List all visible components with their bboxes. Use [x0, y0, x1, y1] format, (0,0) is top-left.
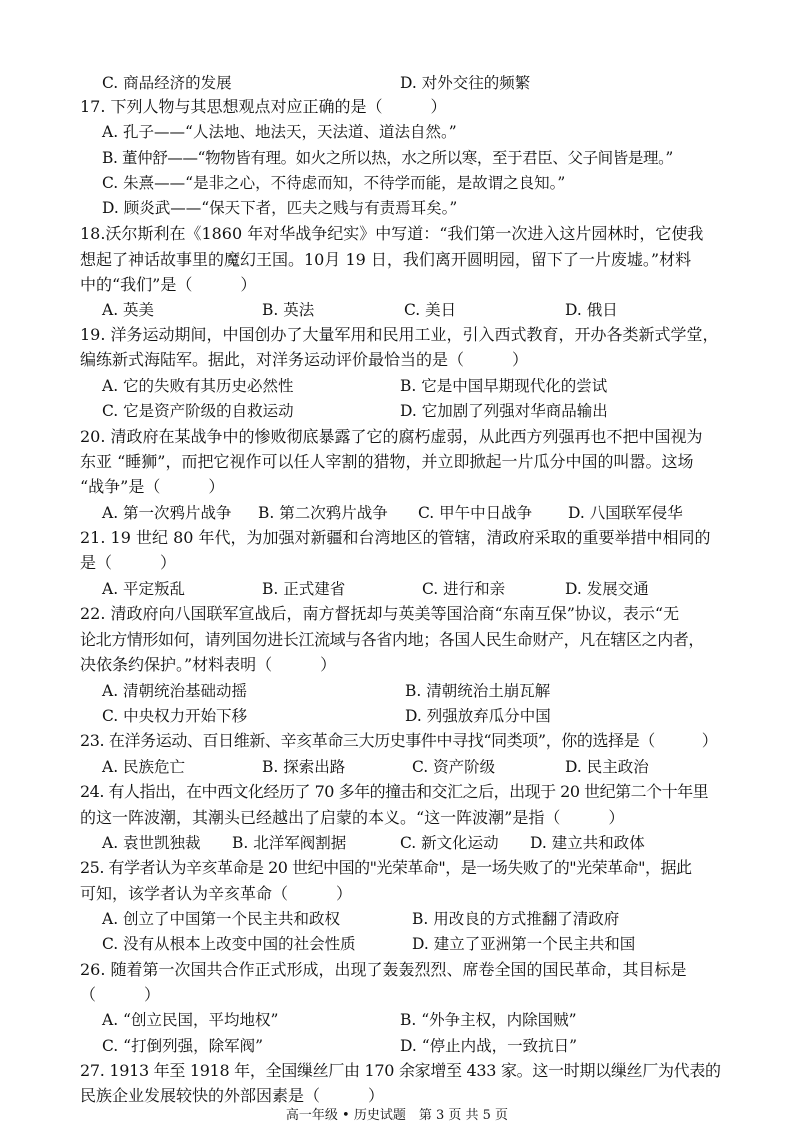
q24-option-a: A. 袁世凯独裁 — [102, 834, 201, 852]
q18-stem-line-3: 中的“我们”是（ ） — [80, 275, 257, 294]
q18-stem-line-2: 想起了神话故事里的魔幻王国。10月 19 日，我们离开圆明园，留下了一片废墟。”材料 — [80, 250, 692, 269]
q22-option-b: B. 清朝统治土崩瓦解 — [405, 682, 551, 700]
q27-stem-line-1: 27. 1913 年至 1918 年，全国缫丝厂由 170 余家增至 433 家。这一时期以缫丝厂为代表的 — [80, 1061, 721, 1080]
q21-stem-line-2: 是（ ） — [80, 553, 177, 572]
q19-option-c: C. 它是资产阶级的自救运动 — [102, 402, 294, 420]
q24-stem-line-2: 的这一阵波潮，其潮头已经越出了启蒙的本义。“这一阵波潮”是指（ ） — [80, 808, 625, 827]
q20-option-c: C. 甲午中日战争 — [418, 504, 533, 522]
q25-stem-line-1: 25. 有学者认为辛亥革命是 20 世纪中国的"光荣革命"，是一场失败了的"光荣革命"，据此 — [80, 858, 692, 877]
q22-stem-line-3: 决依条约保护。”材料表明（ ） — [80, 655, 337, 674]
q18-option-d: D. 俄日 — [565, 301, 618, 319]
q26-stem-line-1: 26. 随着第一次国共合作正式形成，出现了轰轰烈烈、席卷全国的国民革命，其目标是 — [80, 960, 687, 979]
q23-option-b: B. 探索出路 — [262, 758, 346, 776]
q20-stem-line-2: 东亚 “睡狮”，而把它视作可以任人宰割的猎物，并立即掀起一片瓜分中国的叫嚣。这场 — [80, 452, 694, 471]
q21-option-c: C. 进行和亲 — [422, 580, 506, 598]
q21-option-a: A. 平定叛乱 — [102, 580, 186, 598]
q20-option-a: A. 第一次鸦片战争 — [102, 504, 232, 522]
q24-option-b: B. 北洋军阀割据 — [232, 834, 347, 852]
q16-option-d: D. 对外交往的频繁 — [400, 74, 531, 92]
q23-option-a: A. 民族危亡 — [102, 758, 186, 776]
q17-option-b: B. 董仲舒——“物物皆有理。如火之所以热，水之所以寒，至于君臣、父子间皆是理。” — [102, 149, 673, 167]
q19-stem-line-1: 19. 洋务运动期间，中国创办了大量军用和民用工业，引入西式教育，开办各类新式学堂， — [80, 325, 719, 344]
q19-option-a: A. 它的失败有其历史必然性 — [102, 377, 294, 395]
q25-option-d: D. 建立了亚洲第一个民主共和国 — [412, 935, 636, 953]
q17-option-d: D. 顾炎武——“保天下者，匹夫之贱与有责焉耳矣。” — [102, 199, 458, 217]
q19-option-d: D. 它加剧了列强对华商品输出 — [400, 402, 608, 420]
q26-option-d: D. “停止内战，一致抗日” — [400, 1037, 578, 1055]
q17-option-c: C. 朱熹——“是非之心，不待虑而知，不待学而能，是故谓之良知。” — [102, 174, 566, 192]
q17-option-a: A. 孔子——“人法地、地法天，天法道、道法自然。” — [102, 123, 457, 141]
q23-stem: 23. 在洋务运动、百日维新、辛亥革命三大历史事件中寻找“同类项”，你的选择是（ ） — [80, 731, 718, 750]
page-footer: 高一年级 • 历史试题 第 3 页 共 5 页 — [285, 1108, 509, 1123]
q20-stem-line-1: 20. 清政府在某战争中的惨败彻底暴露了它的腐朽虚弱，从此西方列强再也不把中国视为 — [80, 427, 703, 446]
q18-stem-line-1: 18.沃尔斯利在《1860 年对华战争纪实》中写道：“我们第一次进入这片园林时，它使我 — [80, 224, 704, 243]
q20-stem-line-3: “战争”是（ ） — [80, 477, 225, 496]
q18-option-b: B. 英法 — [262, 301, 315, 319]
q22-option-c: C. 中央权力开始下移 — [102, 707, 248, 725]
q20-option-b: B. 第二次鸦片战争 — [258, 504, 388, 522]
q23-option-c: C. 资产阶级 — [412, 758, 496, 776]
q23-option-d: D. 民主政治 — [565, 758, 649, 776]
q18-option-c: C. 美日 — [404, 301, 457, 319]
q20-option-d: D. 八国联军侵华 — [568, 504, 683, 522]
q24-stem-line-1: 24. 有人指出，在中西文化经历了 70 多年的撞击和交汇之后，出现于 20 世纪第二个十年里 — [80, 782, 709, 801]
q17-stem: 17. 下列人物与其思想观点对应正确的是（ ） — [80, 97, 447, 116]
q24-option-c: C. 新文化运动 — [400, 834, 499, 852]
q25-option-a: A. 创立了中国第一个民主共和政权 — [102, 910, 341, 928]
q21-stem-line-1: 21. 19 世纪 80 年代，为加强对新疆和台湾地区的管辖，清政府采取的重要举措中相同的 — [80, 528, 711, 547]
q25-option-c: C. 没有从根本上改变中国的社会性质 — [102, 935, 356, 953]
q18-option-a: A. 英美 — [102, 301, 155, 319]
q22-stem-line-1: 22. 清政府向八国联军宣战后，南方督抚却与英美等国洽商“东南互保”协议，表示“无 — [80, 604, 680, 623]
q26-option-a: A. “创立民国，平均地权” — [102, 1011, 279, 1029]
q27-stem-line-2: 民族企业发展较快的外部因素是（ ） — [80, 1086, 385, 1105]
q21-option-b: B. 正式建省 — [262, 580, 346, 598]
q22-stem-line-2: 论北方情形如何，请列国勿进长江流域与各省内地；各国人民生命财产，凡在辖区之内者， — [80, 630, 705, 649]
q16-option-c: C. 商品经济的发展 — [102, 74, 232, 92]
q25-option-b: B. 用改良的方式推翻了清政府 — [412, 910, 620, 928]
q19-option-b: B. 它是中国早期现代化的尝试 — [400, 377, 608, 395]
q25-stem-line-2: 可知，该学者认为辛亥革命（ ） — [80, 884, 353, 903]
q19-stem-line-2: 编练新式海陆军。据此，对洋务运动评价最恰当的是（ ） — [80, 350, 529, 369]
q21-option-d: D. 发展交通 — [565, 580, 649, 598]
q26-option-b: B. “外争主权，内除国贼” — [400, 1011, 577, 1029]
q22-option-d: D. 列强放弃瓜分中国 — [405, 707, 551, 725]
q22-option-a: A. 清朝统治基础动摇 — [102, 682, 248, 700]
q26-option-c: C. “打倒列强，除军阀” — [102, 1037, 264, 1055]
q24-option-d: D. 建立共和政体 — [530, 834, 645, 852]
q26-stem-line-2: （ ） — [80, 985, 161, 1004]
